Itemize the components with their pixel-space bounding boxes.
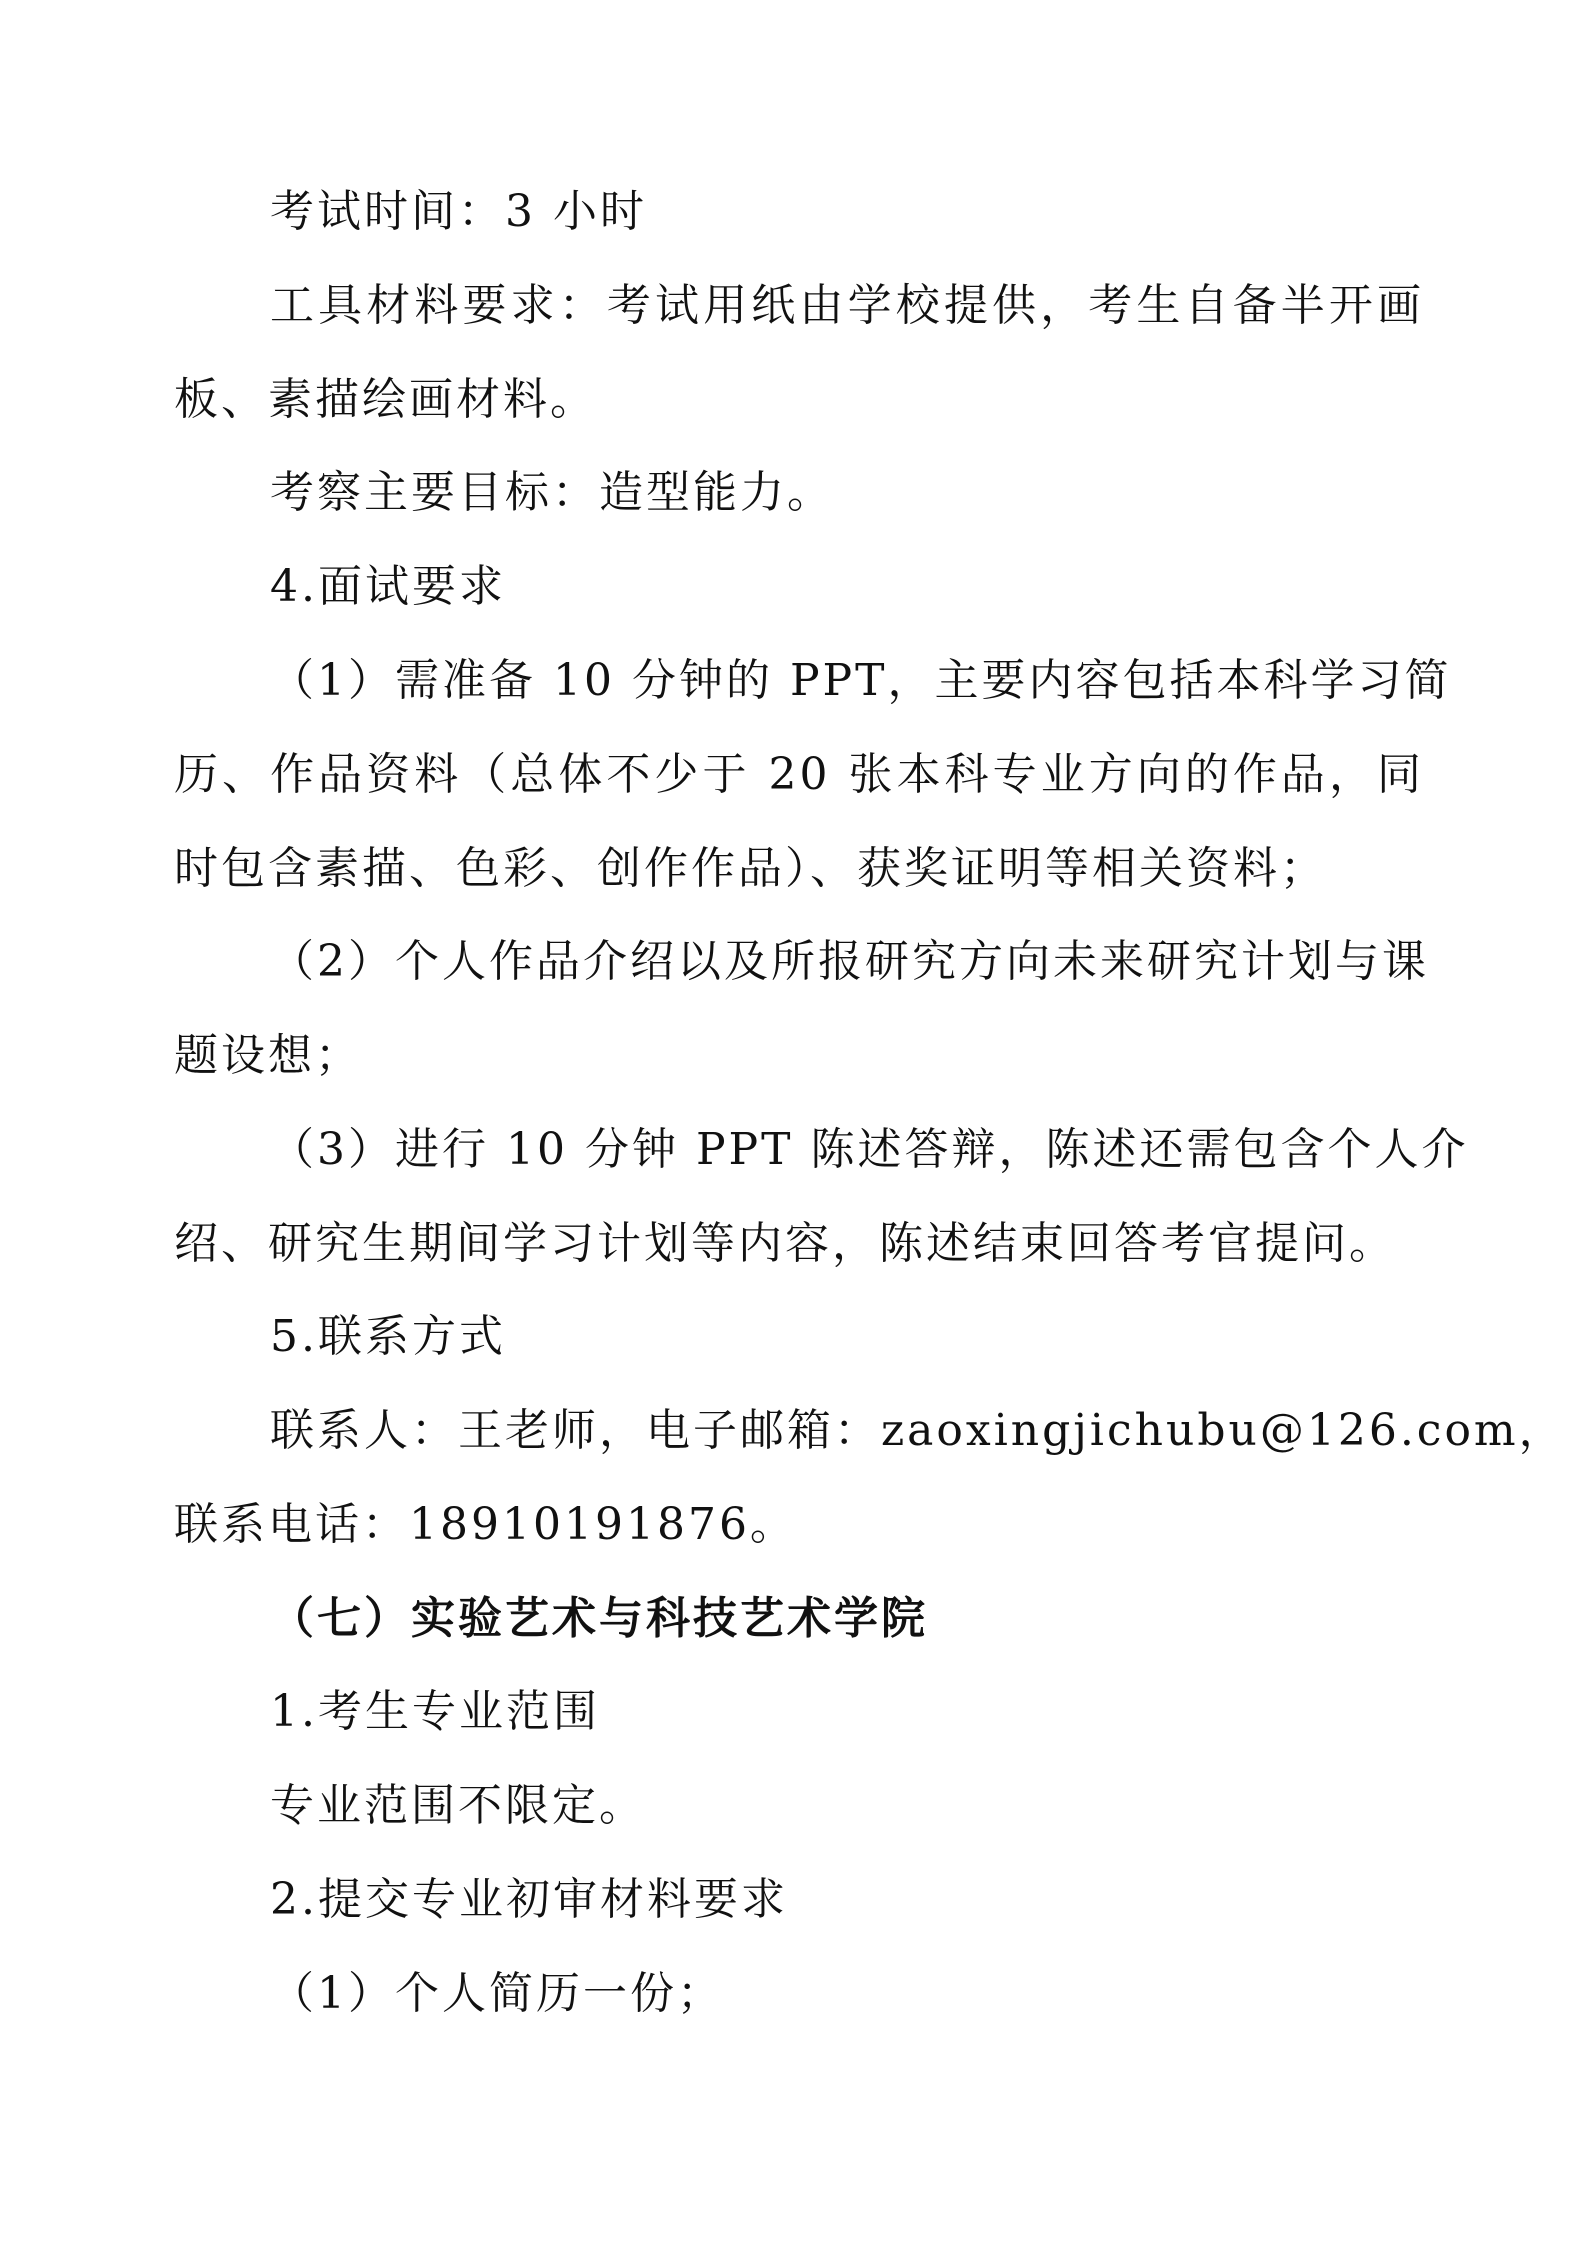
materials-requirement-line: 工具材料要求：考试用纸由学校提供，考生自备半开画 (270, 280, 1424, 331)
exam-time-line: 考试时间：3 小时 (270, 186, 647, 237)
contact-phone-line: 联系电话：18910191876。 (174, 1499, 797, 1550)
interview-item-2-continuation: 题设想； (174, 1030, 362, 1081)
interview-item-1-continuation-2: 时包含素描、色彩、创作作品）、获奖证明等相关资料； (174, 843, 1327, 894)
interview-requirements-heading: 4.面试要求 (270, 561, 506, 612)
assessment-goal-line: 考察主要目标：造型能力。 (270, 467, 834, 518)
interview-item-3-continuation: 绍、研究生期间学习计划等内容，陈述结束回答考官提问。 (174, 1218, 1396, 1269)
interview-item-1-continuation: 历、作品资料（总体不少于 20 张本科专业方向的作品，同 (174, 749, 1424, 800)
interview-item-3-line: （3）进行 10 分钟 PPT 陈述答辩，陈述还需包含个人介 (270, 1124, 1469, 1175)
major-scope-text: 专业范围不限定。 (270, 1780, 646, 1831)
interview-item-2-line: （2）个人作品介绍以及所报研究方向未来研究计划与课 (270, 936, 1429, 987)
contact-heading: 5.联系方式 (270, 1311, 506, 1362)
interview-item-1-line: （1）需准备 10 分钟的 PPT，主要内容包括本科学习简 (270, 655, 1452, 706)
preliminary-materials-item-1: （1）个人简历一份； (270, 1968, 724, 2019)
materials-requirement-continuation: 板、素描绘画材料。 (174, 374, 597, 425)
section-heading-7: （七）实验艺术与科技艺术学院 (270, 1593, 928, 1644)
contact-person-line: 联系人：王老师，电子邮箱：zaoxingjichubu@126.com， (270, 1405, 1566, 1456)
major-scope-heading: 1.考生专业范围 (270, 1686, 600, 1737)
preliminary-materials-heading: 2.提交专业初审材料要求 (270, 1874, 788, 1925)
